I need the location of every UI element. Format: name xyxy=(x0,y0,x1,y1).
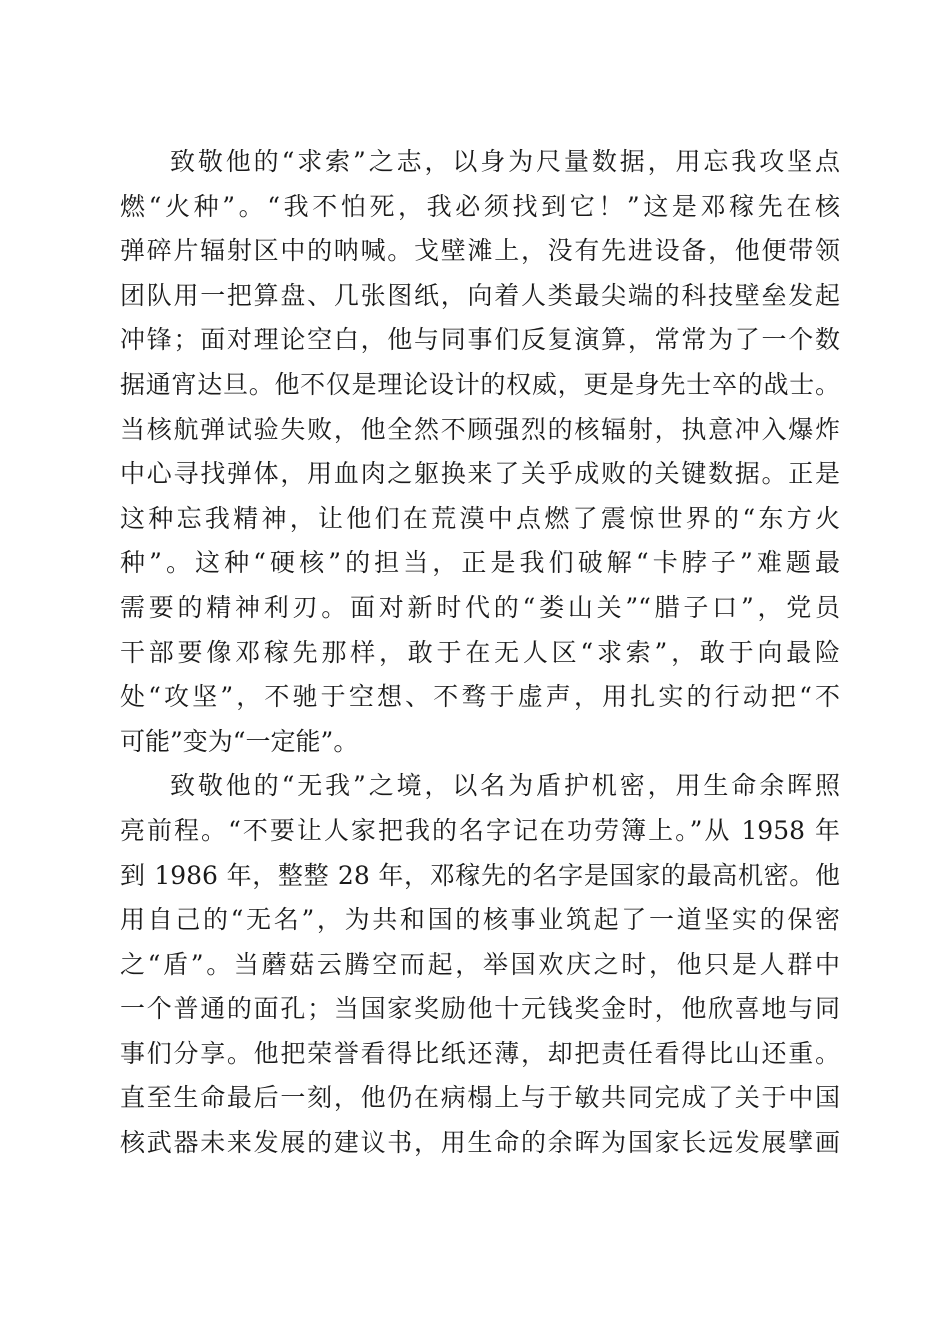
paragraph-line: 燃“火种”。“我不怕死，我必须找到它！”这是邓稼先在核 xyxy=(120,191,840,221)
paragraph-line: 直至生命最后一刻，他仍在病榻上与于敏共同完成了关于中国 xyxy=(120,1083,840,1113)
paragraph-line: 致敬他的“无我”之境，以名为盾护机密，用生命余晖照 xyxy=(170,771,840,801)
paragraph-line: 之“盾”。当蘑菇云腾空而起，举国欢庆之时，他只是人群中 xyxy=(120,949,840,979)
paragraph-selfless xyxy=(120,764,840,1165)
paragraph-line: 致敬他的“求索”之志，以身为尺量数据，用忘我攻坚点 xyxy=(170,147,840,176)
paragraph-line: 一个普通的面孔；当国家奖励他十元钱奖金时，他欣喜地与同 xyxy=(120,994,840,1024)
document-body xyxy=(120,140,840,1166)
paragraph-line: 团队用一把算盘、几张图纸，向着人类最尖端的科技壁垒发起 xyxy=(120,280,840,310)
paragraph-line: 干部要像邓稼先那样，敢于在无人区“求索”，敢于向最险 xyxy=(120,637,840,667)
paragraph-line: 据通宵达旦。他不仅是理论设计的权威，更是身先士卒的战士。 xyxy=(120,369,840,399)
paragraph-seeking xyxy=(120,140,840,764)
paragraph-line: 弹碎片辐射区中的呐喊。戈壁滩上，没有先进设备，他便带领 xyxy=(120,236,840,266)
paragraph-line: 种”。这种“硬核”的担当，正是我们破解“卡脖子”难题最 xyxy=(120,548,840,578)
paragraph-line: 事们分享。他把荣誉看得比纸还薄，却把责任看得比山还重。 xyxy=(120,1038,840,1068)
paragraph-line: 核武器未来发展的建议书，用生命的余晖为国家长远发展擘画 xyxy=(120,1128,840,1158)
paragraph-line: 中心寻找弹体，用血肉之躯换来了关乎成败的关键数据。正是 xyxy=(120,459,840,489)
paragraph-line: 需要的精神利刃。面对新时代的“娄山关”“腊子口”，党员 xyxy=(120,592,840,622)
paragraph-line: 这种忘我精神，让他们在荒漠中点燃了震惊世界的“东方火 xyxy=(120,503,840,533)
paragraph-line: 当核航弹试验失败，他全然不顾强烈的核辐射，执意冲入爆炸 xyxy=(120,414,840,444)
paragraph-line: 用自己的“无名”，为共和国的核事业筑起了一道坚实的保密 xyxy=(120,905,840,935)
paragraph-line: 冲锋；面对理论空白，他与同事们反复演算，常常为了一个数 xyxy=(120,325,840,355)
paragraph-line: 处“攻坚”，不驰于空想、不骛于虚声，用扎实的行动把“不 xyxy=(120,682,840,712)
paragraph-line: 到 1986 年，整整 28 年，邓稼先的名字是国家的最高机密。他 xyxy=(120,860,840,890)
paragraph-line: 可能”变为“一定能”。 xyxy=(120,726,359,756)
paragraph-line: 亮前程。“不要让人家把我的名字记在功劳簿上。”从 1958 年 xyxy=(120,815,840,845)
